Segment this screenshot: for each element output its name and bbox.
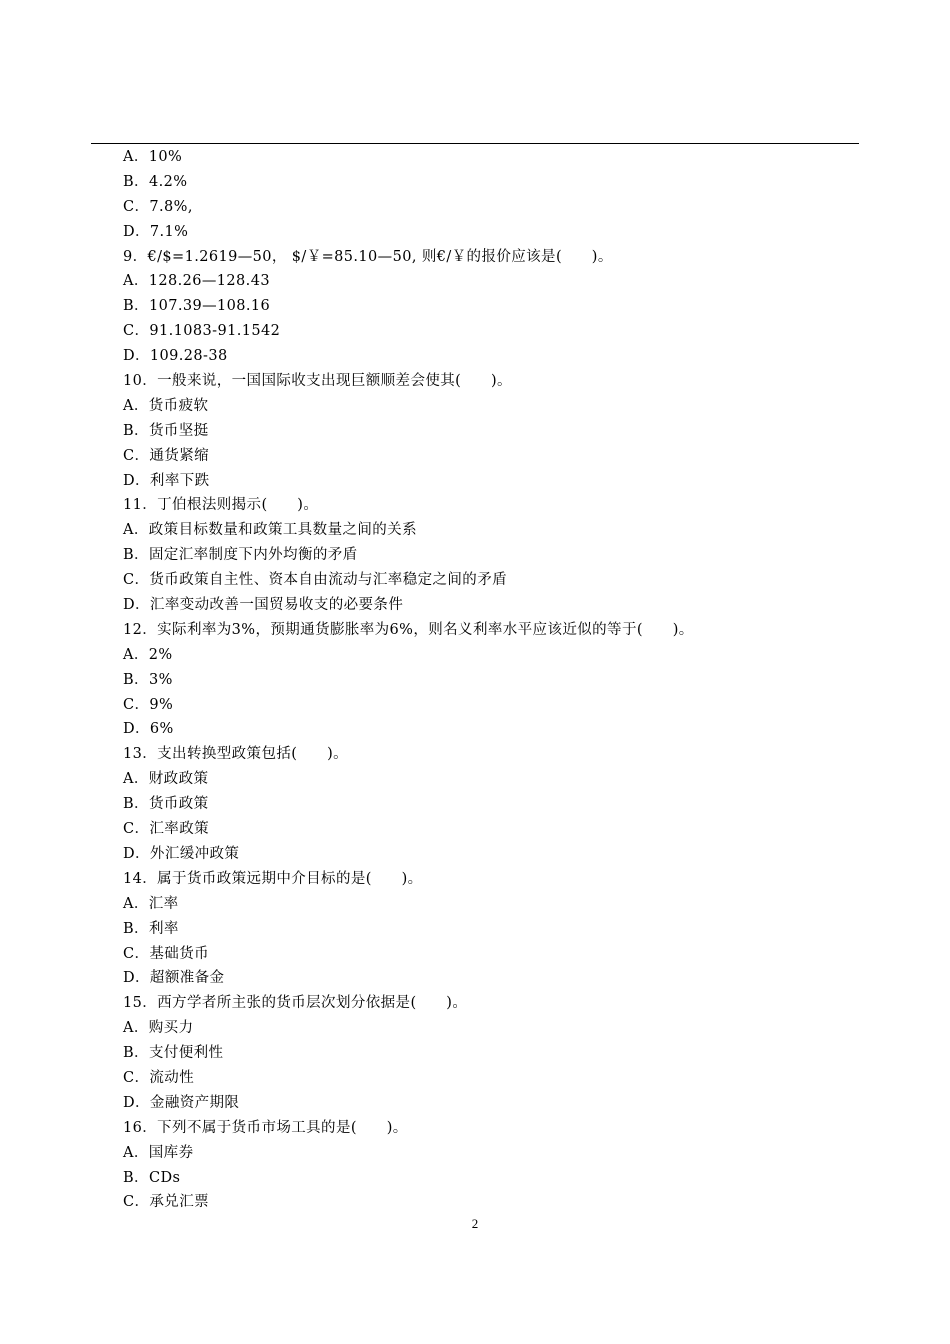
question-line: 13．支出转换型政策包括( )。 — [123, 746, 349, 763]
option-line: A．汇率 — [123, 895, 179, 912]
option-line: A．国库券 — [123, 1144, 194, 1161]
option-line: C．基础货币 — [123, 945, 209, 962]
option-line: C．承兑汇票 — [123, 1194, 209, 1211]
option-line: D．利率下跌 — [123, 472, 210, 489]
option-line: B．固定汇率制度下内外均衡的矛盾 — [123, 547, 358, 564]
question-list — [123, 145, 863, 1215]
question-line: 15．西方学者所主张的货币层次划分依据是( )。 — [123, 995, 468, 1012]
option-line: C．通货紧缩 — [123, 447, 209, 464]
question-line: 10．一般来说，一国国际收支出现巨额顺差会使其( )。 — [123, 373, 512, 390]
question-line: 16．下列不属于货币市场工具的是( )。 — [123, 1119, 408, 1136]
question-line: 11．丁伯根法则揭示( )。 — [123, 497, 319, 514]
option-line: C．7.8%, — [123, 198, 193, 215]
option-line: D．外汇缓冲政策 — [123, 845, 240, 862]
option-line: A．财政政策 — [123, 771, 209, 788]
option-line: B．107.39—108.16 — [123, 298, 271, 315]
question-line: 12．实际利率为3%，预期通货膨胀率为6%，则名义利率水平应该近似的等于( )。 — [123, 621, 694, 638]
option-line: A．10% — [123, 149, 183, 165]
option-line: A．2% — [123, 646, 173, 663]
option-line: B．货币坚挺 — [123, 422, 209, 439]
option-line: D．109.28-38 — [123, 348, 228, 365]
option-line: C．流动性 — [123, 1069, 195, 1086]
header-rule — [91, 143, 859, 144]
option-line: D．金融资产期限 — [123, 1094, 240, 1111]
option-line: D．超额准备金 — [123, 970, 225, 987]
question-line: 14．属于货币政策远期中介目标的是( )。 — [123, 870, 423, 887]
option-line: C．汇率政策 — [123, 821, 209, 838]
option-line: D．汇率变动改善一国贸易收支的必要条件 — [123, 597, 404, 614]
option-line: B．利率 — [123, 920, 179, 937]
option-line: C．9% — [123, 696, 174, 713]
option-line: B．支付便利性 — [123, 1045, 224, 1062]
option-line: A．政策目标数量和政策工具数量之间的关系 — [123, 522, 417, 539]
option-line: A．货币疲软 — [123, 397, 209, 414]
option-line: D．6% — [123, 721, 174, 738]
option-line: B．4.2% — [123, 173, 188, 190]
page-number: 2 — [471, 1216, 479, 1231]
question-line: 9．€/$=1.2619—50， $/￥=85.10—50, 则€/￥的报价应该是( )。 — [123, 248, 613, 265]
option-line: A．购买力 — [123, 1020, 194, 1037]
option-line: B．货币政策 — [123, 796, 209, 813]
option-line: B．3% — [123, 671, 173, 688]
option-line: C．货币政策自主性、资本自由流动与汇率稳定之间的矛盾 — [123, 572, 507, 589]
option-line: A．128.26—128.43 — [123, 273, 270, 290]
option-line: D．7.1% — [123, 223, 189, 240]
option-line: C．91.1083-91.1542 — [123, 323, 281, 340]
option-line: B．CDs — [123, 1169, 181, 1186]
